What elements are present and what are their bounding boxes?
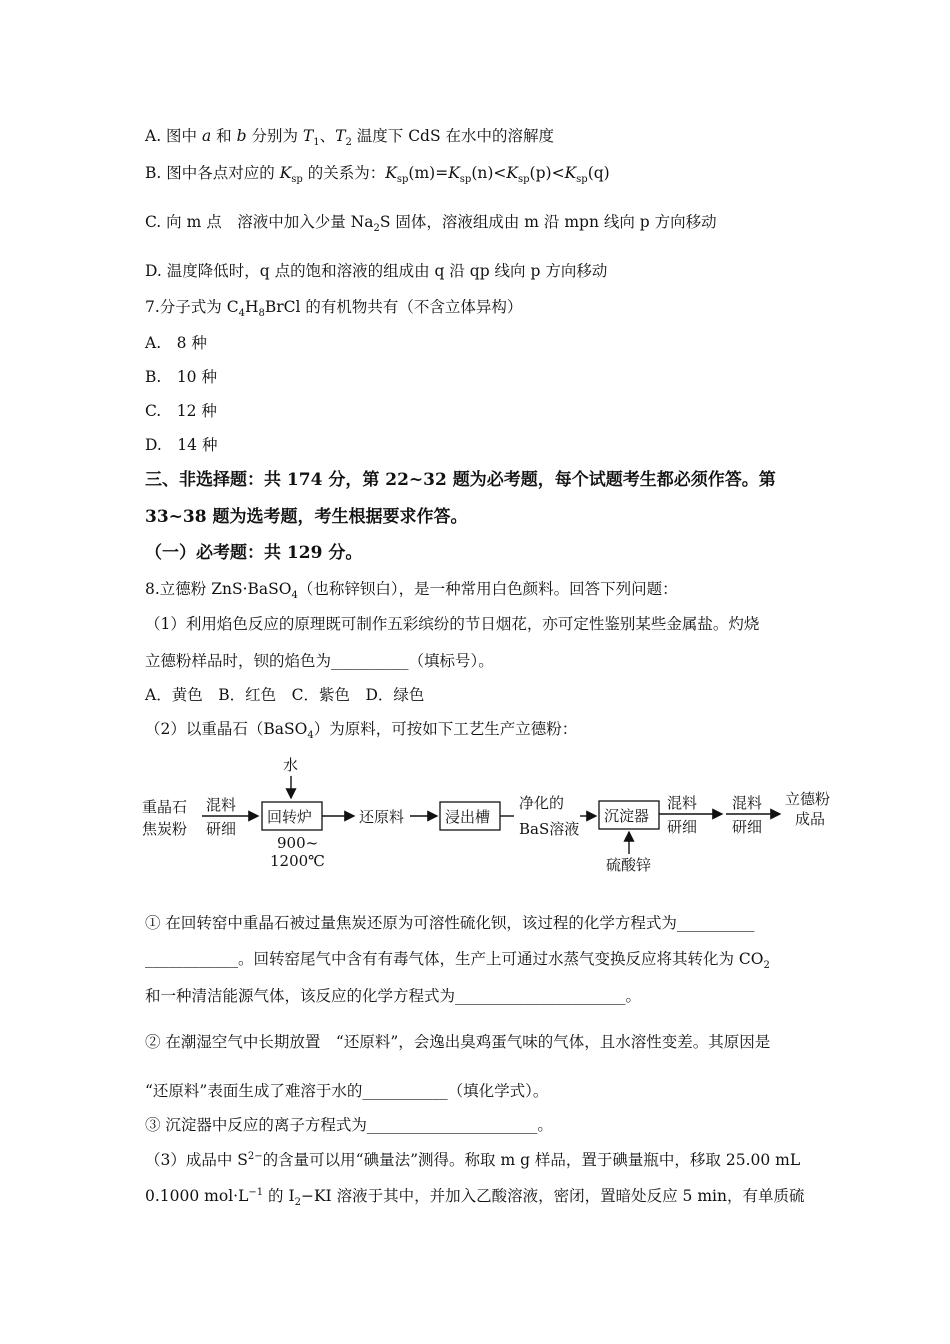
- flow-kiln-label: 回转炉: [267, 808, 313, 826]
- q8-s1-line2: ____________。回转窑尾气中含有有毒气体，生产上可通过水蒸气变换反应将其转化为 $CO_2$: [145, 950, 770, 972]
- q7-option-d: D. 14 种: [145, 436, 218, 454]
- q6-option-d: D. 温度降低时，q 点的饱和溶液的组成由 q 沿 qp 线向 p 方向移动: [145, 262, 608, 280]
- flow-raw-barite: 重晶石: [142, 798, 188, 816]
- process-flow-diagram: [140, 752, 840, 882]
- flow-water-label: 水: [283, 756, 299, 774]
- flow-temp1: 900~: [277, 834, 319, 852]
- flow-reduced-label: 还原料: [359, 808, 405, 826]
- q8-part2-intro: （2）以重晶石（BaSO$_4$）为原料，可按如下工艺生产立德粉：: [145, 720, 578, 742]
- q8-s1-line3: 和一种清洁能源气体，该反应的化学方程式为______________________。: [145, 987, 642, 1005]
- section3-heading-line1: 三、非选择题：共 174 分，第 22~32 题为必考题，每个试题考生都必须作答。第: [145, 470, 776, 490]
- flow-product2: 成品: [795, 810, 826, 828]
- q6-option-a: A. 图中 a 和 b 分别为 $T_1$、$T_2$ 温度下 CdS 在水中的溶解度: [145, 127, 555, 149]
- q8-part3-line1: （3）成品中 $S^{2-}$的含量可以用“碘量法”测得。称取 m g 样品，置于碘量瓶中，移取 25.00 mL: [145, 1150, 801, 1169]
- flow-leach-label: 浸出槽: [445, 808, 491, 826]
- flow-mix1-label: 混料: [206, 796, 237, 814]
- q6-option-b: B. 图中各点对应的 $K_{sp}$ 的关系为：$K_{sp}(m)=K_{sp}(n)<K_{sp}(p)<K_{sp}(q)$: [145, 164, 610, 186]
- q7-stem: 7.分子式为 $C_4H_8BrCl$ 的有机物共有（不含立体异构）: [145, 298, 523, 320]
- q8-part1-options: A．黄色 B．红色 C．紫色 D．绿色: [145, 686, 425, 704]
- flow-grind2-label: 研细: [667, 818, 698, 836]
- q6-option-c: C. 向 m 点 溶液中加入少量 $Na_2S$ 固体，溶液组成由 m 沿 mpn 线向 p 方向移动: [145, 213, 717, 235]
- section3-subheading: （一）必考题：共 129 分。: [145, 543, 363, 563]
- q8-part1-line2: 立德粉样品时，钡的焰色为__________（填标号）。: [145, 652, 494, 670]
- q7-option-c: C. 12 种: [145, 402, 217, 420]
- q8-s3: ③ 沉淀器中反应的离子方程式为______________________。: [145, 1116, 553, 1134]
- q7-option-b: B. 10 种: [145, 368, 217, 386]
- q8-s1-line1: ① 在回转窑中重晶石被过量焦炭还原为可溶性硫化钡，该过程的化学方程式为__________: [145, 914, 755, 932]
- q8-s2-line2: “还原料”表面生成了难溶于水的___________（填化学式）。: [145, 1082, 549, 1100]
- flow-mix3-label: 混料: [732, 794, 763, 812]
- flow-temp2: 1200℃: [270, 852, 325, 870]
- flow-znso4-label: 硫酸锌: [606, 856, 652, 874]
- flow-purified2: BaS溶液: [519, 820, 580, 838]
- q8-part1-line1: （1）利用焰色反应的原理既可制作五彩缤纷的节日烟花，亦可定性鉴别某些金属盐。灼烧: [145, 615, 760, 633]
- flow-raw-coke: 焦炭粉: [142, 820, 188, 838]
- q8-part3-line2: 0.1000 $mol\cdot L^{-1}$ 的 $I_2-KI$ 溶液于其中，并加入乙酸溶液，密闭，置暗处反应 5 min，有单质硫: [145, 1186, 805, 1209]
- flow-product1: 立德粉: [785, 790, 831, 808]
- q7-option-a: A. 8 种: [145, 334, 207, 352]
- flow-mix2-label: 混料: [667, 794, 698, 812]
- section3-heading-line2: 33~38 题为选考题，考生根据要求作答。: [145, 507, 468, 527]
- q8-s2-line1: ② 在潮湿空气中长期放置 “还原料”，会逸出臭鸡蛋气味的气体，且水溶性变差。其原因是: [145, 1033, 771, 1051]
- flow-purified1: 净化的: [519, 794, 565, 812]
- q8-stem: 8.立德粉 ZnS·BaSO$_4$（也称锌钡白），是一种常用白色颜料。回答下列问题：: [145, 580, 678, 602]
- flow-precip-label: 沉淀器: [604, 807, 650, 825]
- flow-grind3-label: 研细: [732, 818, 763, 836]
- flow-grind1-label: 研细: [206, 820, 237, 838]
